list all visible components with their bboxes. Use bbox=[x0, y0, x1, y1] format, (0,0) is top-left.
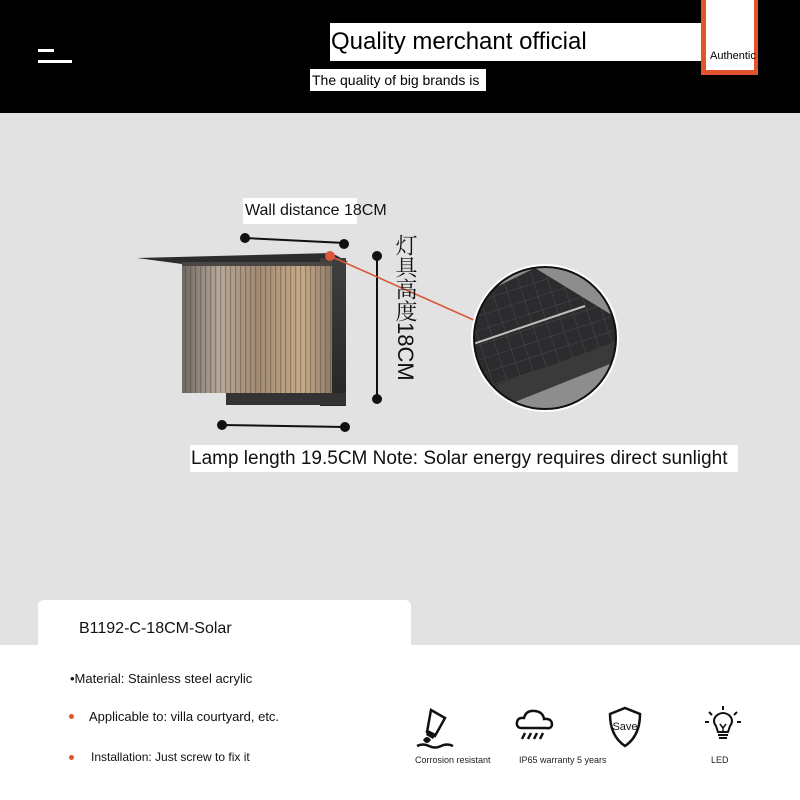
page-title: Quality merchant official bbox=[331, 28, 587, 55]
ip65-label: IP65 warranty 5 years bbox=[519, 755, 607, 765]
authentic-badge: Authentic bbox=[710, 50, 756, 62]
lamp-base bbox=[226, 393, 346, 405]
lamp-length-note: Lamp length 19.5CM Note: Solar energy requires direct sunlight bbox=[191, 448, 728, 469]
feature-applicable: Applicable to: villa courtyard, etc. bbox=[89, 709, 280, 724]
page-subtitle: The quality of big brands is bbox=[312, 72, 480, 88]
corrosion-icon bbox=[415, 706, 455, 750]
wall-distance-label: Wall distance 18CM bbox=[245, 202, 387, 219]
led-label: LED bbox=[711, 755, 729, 765]
rain-cloud-icon bbox=[514, 708, 554, 744]
shield-icon bbox=[607, 706, 643, 748]
bullet-dot bbox=[69, 755, 74, 760]
menu-icon[interactable] bbox=[38, 49, 72, 65]
corrosion-label: Corrosion resistant bbox=[415, 755, 491, 765]
bulb-icon bbox=[704, 706, 742, 746]
lamp-height-label: 灯具高度18CM bbox=[393, 234, 418, 381]
feature-material: •Material: Stainless steel acrylic bbox=[70, 671, 253, 686]
bullet-dot bbox=[69, 714, 74, 719]
feature-installation: Installation: Just screw to fix it bbox=[91, 750, 250, 764]
shield-text: Save bbox=[612, 721, 638, 733]
model-number: B1192-C-18CM-Solar bbox=[79, 620, 232, 637]
